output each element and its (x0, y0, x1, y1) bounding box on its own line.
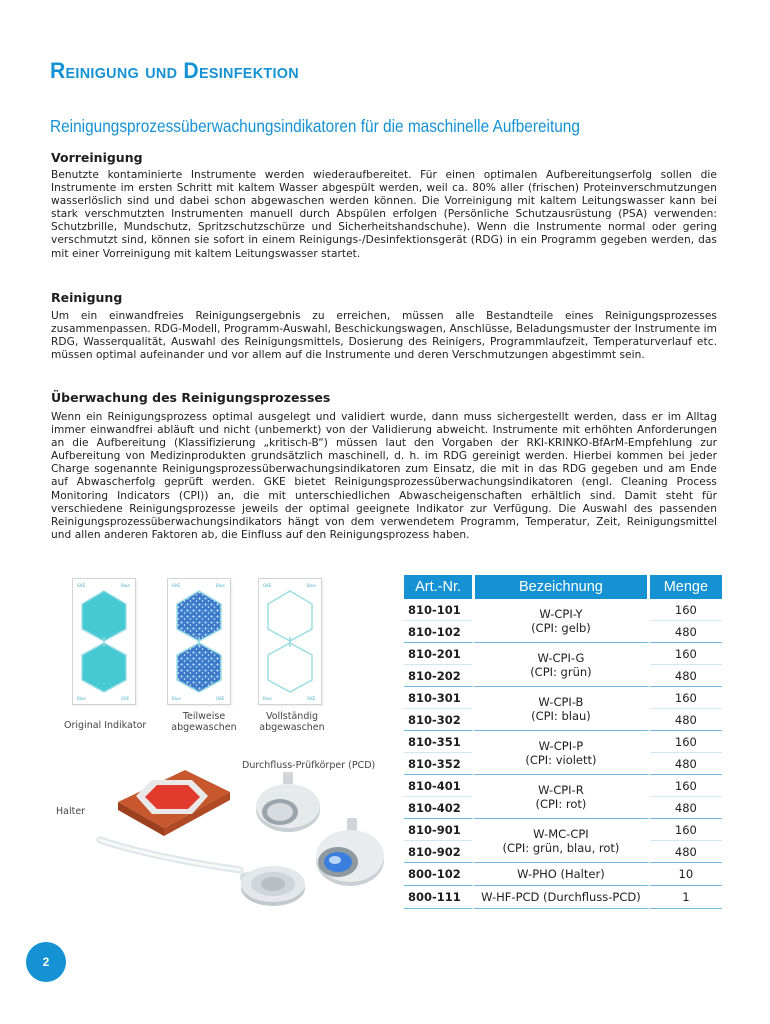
menge-cell: 480 (650, 621, 722, 643)
table-row (404, 599, 722, 621)
art-nr-cell: 810-101 (404, 599, 472, 621)
svg-text:Blue: Blue (263, 696, 272, 701)
menge-cell: 480 (650, 797, 722, 819)
art-nr-cell: 810-201 (404, 643, 472, 665)
bezeichnung-cell: W-CPI-Y (CPI: gelb) (472, 599, 650, 643)
menge-cell: 1 (650, 886, 722, 909)
bezeichnung-cell: W-MC-CPI (CPI: grün, blau, rot) (472, 819, 650, 863)
menge-cell: 160 (650, 731, 722, 753)
art-nr-cell: 810-202 (404, 665, 472, 687)
indicator-original-graphic (73, 579, 135, 704)
caption-original: Original Indikator (64, 720, 147, 731)
art-nr-cell: 810-902 (404, 841, 472, 863)
svg-text:GKE: GKE (307, 696, 316, 701)
bezeichnung-cell: W-CPI-R (CPI: rot) (472, 775, 650, 819)
pcd-icon (256, 772, 320, 832)
table-row (404, 819, 722, 841)
indicator-card-original (72, 578, 136, 705)
section-heading-reinigung: Reinigung (51, 290, 123, 305)
art-nr-cell: 810-402 (404, 797, 472, 819)
indicator-partial-graphic (168, 579, 230, 704)
bezeichnung-cell: W-HF-PCD (Durchfluss-PCD) (472, 886, 650, 909)
section-heading-vorreinigung: Vorreinigung (51, 150, 143, 165)
table-row (404, 687, 722, 709)
pcd-lid-icon (239, 866, 305, 906)
indicator-card-clean (258, 578, 322, 705)
indicator-card-partial (167, 578, 231, 705)
pcd-open-icon (316, 818, 384, 886)
menge-cell: 160 (650, 819, 722, 841)
page-title: Reinigung und Desinfektion (50, 58, 299, 83)
section-text-ueberwachung: Wenn ein Reinigungsprozess optimal ausgelegt und validiert wurde, dann muss sichergestellt werden, dass er im Alltag immer einwandfrei abläuft und nicht (unbemerkt) von der Validierung abweicht. Instrumente mit erhöhten Anforderungen an die Aufbereitung (Klassifizierung „kritisch-B“) müssen laut den Vorgaben der RKI-KRINKO-BfArM-Empfehlung zur Aufbereitung von Medizinprodukten grundsätzlich maschinell, d. h. im RDG gereinigt werden. Hierbei kommen bei jeder Charge sogenannte Reinigungsprozessüberwachungsindikatoren zum Einsatz, die mit in das RDG gegeben und am Ende auf Abwascherfolg geprüft werden. GKE bietet Reinigungsprozessüberwachungsindikatoren (engl. Cleaning Process Monitoring Indicators (CPI)) an, die mit unterschiedlichen Abwascheigenschaften erhältlich sind. Damit steht für verschiedene Reinigungsprozesse jeweils der optimal geeignete Indikator zur Verfügung. Die Auswahl des passenden Reinigungsprozessüberwachungsindikators hängt von dem verwendetem Programm, Temperatur, Zeit, Reinigungsmittel und allen anderen Faktoren ab, die Einfluss auf den Reinigungsprozess haben. (51, 411, 717, 541)
section-text-reinigung: Um ein einwandfreies Reinigungsergebnis zu erreichen, müssen alle Bestandteile eines Reinigungsprozesses zusammenpassen. RDG-Modell, Programm-Auswahl, Beschickungswagen, Anschlüsse, Beladungsmuster der Instrumente im RDG, Wasserqualität, Auswahl des Reinigungsmittels, Dosierung des Reinigers, Programmlaufzeit, Temperaturverlauf etc. müssen optimal aufeinander und vor allem auf die Instrumente und deren Verschmutzungen abgestimmt sein. (51, 310, 717, 362)
bezeichnung-cell: W-CPI-G (CPI: grün) (472, 643, 650, 687)
bezeichnung-cell: W-PHO (Halter) (472, 863, 650, 886)
svg-text:Blue: Blue (121, 583, 130, 588)
svg-text:Blue: Blue (172, 696, 181, 701)
art-nr-cell: 800-102 (404, 863, 472, 886)
holder-pcd-illustration (90, 770, 390, 930)
caption-holder: Halter (56, 806, 86, 817)
product-table (404, 575, 722, 909)
menge-cell: 10 (650, 863, 722, 886)
svg-text:GKE: GKE (121, 696, 130, 701)
table-row (404, 643, 722, 665)
menge-cell: 480 (650, 665, 722, 687)
menge-cell: 480 (650, 709, 722, 731)
bezeichnung-cell: W-CPI-B (CPI: blau) (472, 687, 650, 731)
section-heading-ueberwachung: Überwachung des Reinigungsprozesses (51, 390, 331, 405)
menge-cell: 480 (650, 753, 722, 775)
menge-cell: 160 (650, 643, 722, 665)
page-number-badge: 2 (26, 942, 66, 982)
header-bezeichnung: Bezeichnung (472, 575, 650, 599)
menge-cell: 160 (650, 599, 722, 621)
page-subtitle: Reinigungsprozessüberwachungsindikatoren für die maschinelle Aufbereitung (50, 116, 580, 136)
menge-cell: 160 (650, 687, 722, 709)
svg-text:GKE: GKE (263, 583, 272, 588)
art-nr-cell: 800-111 (404, 886, 472, 909)
menge-cell: 160 (650, 775, 722, 797)
svg-text:GKE: GKE (77, 583, 86, 588)
bezeichnung-cell: W-CPI-P (CPI: violett) (472, 731, 650, 775)
art-nr-cell: 810-901 (404, 819, 472, 841)
caption-pcd: Durchfluss-Prüfkörper (PCD) (242, 760, 376, 771)
svg-text:Blue: Blue (307, 583, 316, 588)
section-text-vorreinigung: Benutzte kontaminierte Instrumente werden wiederaufbereitet. Für einen optimalen Aufbereitungserfolg sollen die Instrumente im ersten Schritt mit kaltem Wasser abgespült werden, weil ca. 80% aller (frischen) Proteinverschmutzungen wasserlöslich sind und dabei schon abgewaschen werden können. Die Vorreinigung mit kaltem Leitungswasser kann bei stark verschmutzten Instrumenten manuell durch Abspülen erfolgen (Persönliche Schutzausrüstung (PSA) verwenden: Schutzbrille, Mundschutz, Spritzschutzschürze und Sicherheitshandschuhe). Wenn die Instrumente normal oder gering verschmutzt sind, können sie sofort in einem Reinigungs-/Desinfektionsgerät (RDG) in ein Programm gegeben werden, das mit einer Vorreinigung mit kaltem Leitungswasser startet. (51, 169, 717, 260)
table-row (404, 731, 722, 753)
svg-text:Blue: Blue (216, 583, 225, 588)
caption-partial: Teilweise abgewaschen (171, 711, 237, 733)
table-row (404, 886, 722, 909)
holder-icon (118, 770, 230, 836)
art-nr-cell: 810-302 (404, 709, 472, 731)
header-art-nr: Art.-Nr. (404, 575, 472, 599)
indicator-clean-graphic (259, 579, 321, 704)
menge-cell: 480 (650, 841, 722, 863)
table-row (404, 863, 722, 886)
art-nr-cell: 810-401 (404, 775, 472, 797)
svg-text:GKE: GKE (172, 583, 181, 588)
art-nr-cell: 810-351 (404, 731, 472, 753)
table-row (404, 775, 722, 797)
art-nr-cell: 810-102 (404, 621, 472, 643)
caption-clean: Vollständig abgewaschen (259, 711, 325, 733)
header-menge: Menge (650, 575, 722, 599)
art-nr-cell: 810-301 (404, 687, 472, 709)
svg-text:GKE: GKE (216, 696, 225, 701)
svg-text:Blue: Blue (77, 696, 86, 701)
art-nr-cell: 810-352 (404, 753, 472, 775)
